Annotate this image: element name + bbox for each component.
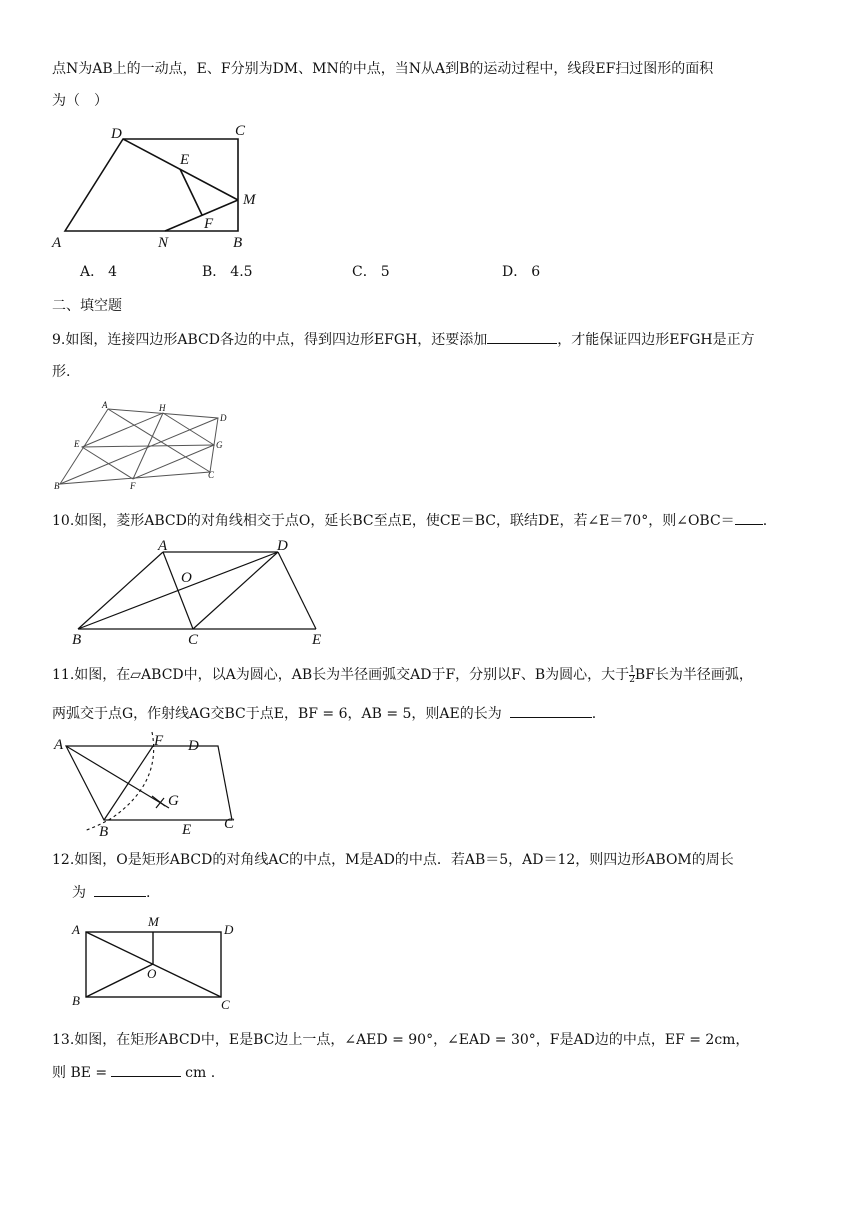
q8-text-line2: 为（ ） [52, 93, 108, 109]
q10-label-c: C [188, 632, 199, 648]
q11-label-b: B [99, 824, 109, 840]
q12-label-c: C [221, 997, 230, 1012]
q13-text-line1: 13.如图，在矩形ABCD中，E是BC边上一点，∠AED = 90°，∠EAD = 30°，F是AD边的中点，EF = 2cm， [52, 1032, 750, 1048]
q11-label-f: F [154, 733, 164, 749]
q9-label-d: D [220, 413, 227, 423]
q9-text-line1: 9.如图，连接四边形ABCD各边的中点，得到四边形EFGH，还要添加 ，才能保证四边形EFGH是正方 [52, 329, 755, 350]
q9-answer-blank[interactable] [487, 329, 557, 344]
q12-text-line1: 12.如图，O是矩形ABCD的对角线AC的中点，M是AD的中点．若AB＝5，AD＝12，则四边形ABOM的周长 [52, 852, 734, 868]
q12-label-b: B [72, 993, 80, 1008]
q11-fraction-half: $\frac{1}{2}$ [629, 664, 635, 685]
q10-label-d: D [277, 538, 288, 554]
q12-text-line2: 为 . [72, 882, 150, 903]
q8-text-line1: 点N为AB上的一动点，E、F分别为DM、MN的中点，当N从A到B的运动过程中，线段EF扫过图形的面积 [52, 61, 714, 77]
q9-label-f: F [130, 481, 136, 491]
q8-label-f: F [204, 216, 214, 232]
q8-option-b: B． 4.5 [202, 264, 253, 280]
q11-label-c: C [224, 816, 235, 832]
q11-answer-blank[interactable] [510, 703, 592, 718]
q8-label-c: C [235, 123, 246, 139]
q10-figure [66, 536, 336, 648]
q11-label-e: E [182, 822, 192, 838]
q9-label-b: B [54, 481, 60, 491]
q11-label-d: D [188, 738, 199, 754]
q8-label-e: E [180, 152, 190, 168]
q9-label-e: E [74, 439, 80, 449]
q10-label-o: O [181, 570, 192, 586]
q12-figure [66, 912, 246, 1012]
q9-text-line2: 形. [52, 364, 71, 380]
section-heading-fill-in: 二、填空题 [52, 298, 122, 314]
q8-option-a: A． 4 [80, 264, 118, 280]
q12-label-d: D [224, 922, 234, 937]
q10-text-line1: 10.如图，菱形ABCD的对角线相交于点O，延长BC至点E，使CE＝BC，联结DE，若∠E＝70°，则∠OBC＝ . [52, 510, 767, 531]
q10-label-a: A [158, 538, 168, 554]
q8-label-m: M [243, 192, 256, 208]
q10-answer-blank[interactable] [735, 510, 763, 525]
q13-answer-blank[interactable] [111, 1062, 181, 1077]
q11-text-line1: 11.如图，在▱ABCD中，以A为圆心，AB长为半径画弧交AD于F，分别以F、B为圆心，大于 $\frac{1}{2}$ BF长为半径画弧， [52, 664, 753, 685]
q12-label-o: O [147, 966, 157, 981]
q8-label-a: A [52, 235, 62, 251]
q10-label-b: B [72, 632, 82, 648]
q11-text-line2: 两弧交于点G，作射线AG交BC于点E，BF = 6，AB = 5，则AE的长为 . [52, 703, 596, 724]
q12-answer-blank[interactable] [94, 882, 146, 897]
q13-text-line2: 则 BE = cm . [52, 1062, 215, 1083]
q8-label-b: B [233, 235, 243, 251]
q8-option-d: D． 6 [502, 264, 541, 280]
q9-label-g: G [216, 440, 223, 450]
q8-option-c: C． 5 [352, 264, 390, 280]
q12-label-m: M [148, 914, 159, 929]
q8-label-n: N [158, 235, 169, 251]
q9-label-h: H [159, 403, 166, 413]
q10-label-e: E [312, 632, 322, 648]
q9-label-a: A [102, 400, 108, 410]
q9-label-c: C [208, 470, 215, 480]
q11-figure [52, 728, 252, 840]
q8-figure [50, 118, 280, 253]
q9-figure [52, 400, 232, 495]
q11-label-g: G [168, 793, 179, 809]
q12-label-a: A [72, 922, 80, 937]
q8-label-d: D [111, 126, 122, 142]
q11-label-a: A [54, 737, 64, 753]
